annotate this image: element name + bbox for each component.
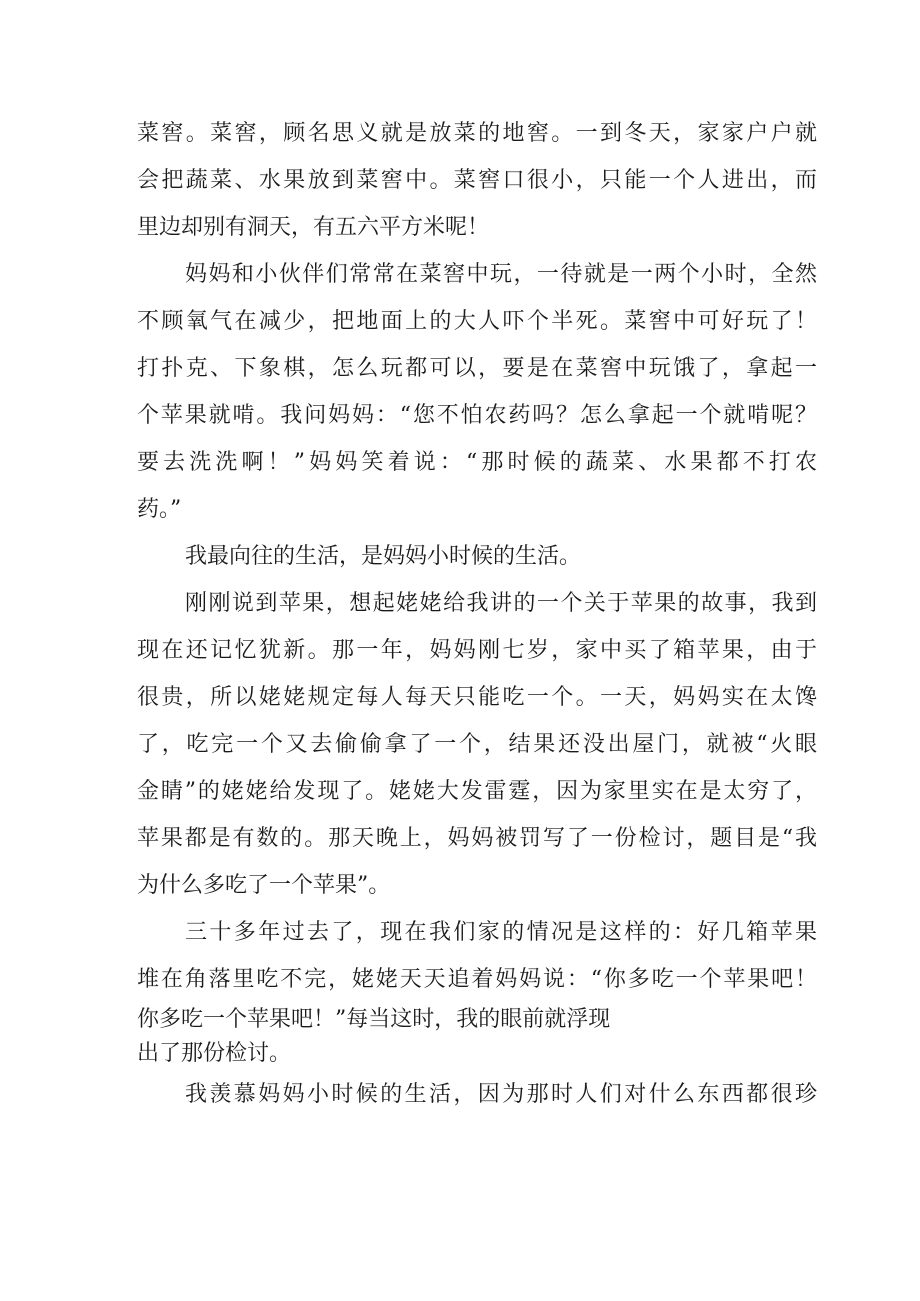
- text-line: 里边却别有洞天，有五六平方米呢！: [137, 215, 490, 240]
- article-body: [137, 110, 817, 1118]
- text-line: 菜窖。菜窖，顾名思义就是放菜的地窖。一到冬天，家家户户就: [137, 121, 817, 146]
- text-line: 了，吃完一个又去偷偷拿了一个，结果还没出屋门，就被“火眼: [137, 732, 817, 757]
- paragraph-start-line: 刚刚说到苹果，想起姥姥给我讲的一个关于苹果的故事，我到: [185, 591, 817, 616]
- text-line: 金睛”的姥姥给发现了。姥姥大发雷霆，因为家里实在是太穷了，: [137, 779, 817, 804]
- text-line: 出了那份检讨。: [137, 1041, 292, 1066]
- text-line: 打扑克、下象棋，怎么玩都可以，要是在菜窖中玩饿了，拿起一: [137, 356, 817, 381]
- text-line: 苹果都是有数的。那天晚上，妈妈被罚写了一份检讨，题目是“我: [137, 826, 817, 851]
- text-line: 很贵，所以姥姥规定每人每天只能吃一个。一天，妈妈实在太馋: [137, 685, 817, 710]
- paragraph-start-line: 妈妈和小伙伴们常常在菜窖中玩，一待就是一两个小时，全然: [185, 262, 817, 287]
- text-line: 堆在角落里吃不完，姥姥天天追着妈妈说：“你多吃一个苹果吧！: [137, 967, 817, 992]
- text-line: 你多吃一个苹果吧！”每当这时，我的眼前就浮现: [137, 1007, 611, 1032]
- paragraph-start-line: 我羡慕妈妈小时候的生活，因为那时人们对什么东西都很珍: [185, 1082, 817, 1107]
- text-line: 药。”: [137, 497, 182, 522]
- text-line: 会把蔬菜、水果放到菜窖中。菜窖口很小，只能一个人进出，而: [137, 168, 817, 193]
- text-line: 为什么多吃了一个苹果”。: [137, 873, 391, 898]
- text-line: 个苹果就啃。我问妈妈：“您不怕农药吗？怎么拿起一个就啃呢？: [137, 403, 817, 428]
- text-line: 现在还记忆犹新。那一年，妈妈刚七岁，家中买了箱苹果，由于: [137, 638, 817, 663]
- text-line: 要去洗洗啊！”妈妈笑着说：“那时候的蔬菜、水果都不打农: [137, 450, 817, 475]
- paragraph-start-line: 我最向往的生活，是妈妈小时候的生活。: [185, 544, 582, 569]
- text-line: 不顾氧气在减少，把地面上的大人吓个半死。菜窖中可好玩了！: [137, 309, 817, 334]
- paragraph-start-line: 三十多年过去了，现在我们家的情况是这样的：好几箱苹果: [185, 920, 817, 945]
